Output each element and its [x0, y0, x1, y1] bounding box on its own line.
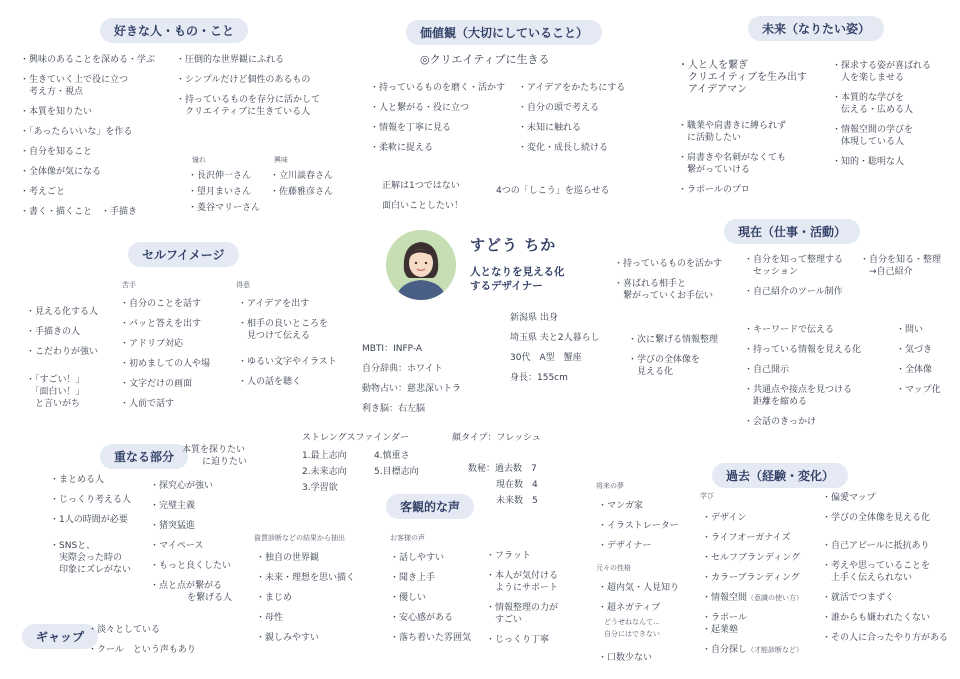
list-item: ・まとめる人: [50, 475, 105, 485]
list-item: クリエイティブに生きている人: [176, 107, 311, 117]
numerology-past: 数秘：過去数 7: [468, 464, 537, 474]
nature-note-2: 自分にはできない: [604, 630, 660, 638]
list-item: ・独自の世界観: [256, 553, 320, 563]
list-item: ・マップ化: [896, 385, 941, 395]
profile-types: [362, 343, 461, 415]
list-item: 30代 A型 蟹座: [510, 353, 582, 363]
list-item: ・自分を知って整理する: [744, 255, 844, 265]
list-item: 1.最上志向: [302, 451, 347, 461]
role-line: 人となりを見える化: [470, 266, 565, 278]
list-item: ・キーワードで伝える: [744, 325, 835, 335]
list-item: ・完璧主義: [150, 501, 196, 511]
list-item: ・考えや思っていることを: [822, 561, 931, 571]
list-item: 正解は1つではない: [382, 181, 460, 191]
list-item: ・学びの全体像を見える化: [822, 513, 931, 523]
section-title-values: 価値観（大切にしていること）: [406, 20, 602, 45]
numerology-present: 現在数 4: [496, 480, 538, 490]
list-item: ・アドリブ対応: [120, 339, 184, 349]
list-item: ・その人に合ったやり方がある: [822, 633, 949, 643]
interest-list: [270, 170, 333, 198]
list-item: ・まじめ: [256, 593, 293, 603]
list-item: ・ゆるい文字やイラスト: [238, 357, 337, 367]
weak-label: 苦手: [122, 281, 136, 289]
list-item: ・マイペース: [150, 541, 204, 551]
list-item: 利き脳：右左脳: [362, 404, 426, 414]
list-item: ・親しみやすい: [256, 633, 320, 643]
strengths-left: [302, 450, 347, 494]
list-item: 埼玉県 夫と2人暮らし: [510, 333, 600, 343]
list-item: 上手く伝えられない: [822, 573, 913, 583]
section-title-current: 現在（仕事・活動）: [724, 219, 860, 244]
list-item: 見える化: [628, 367, 674, 377]
list-item: ・母性: [256, 613, 284, 623]
list-item: ・超ネガティブ: [598, 603, 661, 613]
section-title-overlap: 重なる部分: [100, 444, 188, 469]
list-item: ・偏愛マップ: [822, 493, 876, 503]
list-item: ・佐藤雅彦さん: [270, 187, 334, 197]
section-title-likes: 好きな人・もの・こと: [100, 18, 248, 43]
portrait-illustration-icon: [386, 230, 456, 300]
list-item: ・もっと良くしたい: [150, 561, 232, 571]
list-item: ・望月まいさん: [188, 187, 252, 197]
overlap-left: [50, 474, 131, 576]
section-title-self-image: セルフイメージ: [128, 242, 239, 267]
strengths-title: ストレングスファインダー: [302, 433, 409, 443]
list-item: ・アイデアを出す: [238, 299, 310, 309]
values-right-list: [518, 82, 625, 154]
list-item: ・本人が気付ける: [486, 571, 559, 581]
list-item: ・自己開示: [744, 365, 790, 375]
list-item: ・見える化する人: [26, 307, 99, 317]
list-item: ・じっくり丁寧: [486, 635, 550, 645]
values-headline: ◎クリエイティブに生きる: [420, 53, 550, 66]
list-item: ・聞き上手: [390, 573, 436, 583]
list-item: ・肩書きや名刺がなくても: [678, 153, 787, 163]
list-item: 印象にズレがない: [50, 565, 132, 575]
list-item: ・こだわりが強い: [26, 347, 99, 357]
list-item: ・マンガ家: [598, 501, 644, 511]
list-item: ・就活でつまずく: [822, 593, 895, 603]
list-item: ・ライフオーガナイズ: [702, 533, 791, 543]
list-item: ・圧倒的な世界観にふれる: [176, 55, 285, 65]
list-item: ・長沢伸一さん: [188, 171, 252, 181]
learn-note: （才能診断など）: [747, 646, 804, 654]
list-item: 見つけて伝える: [238, 331, 311, 341]
list-item: ・シンプルだけど個性のあるもの: [176, 75, 311, 85]
list-item: ・点と点が繋がる: [150, 581, 223, 591]
list-item: ・人と繋がる・役に立つ: [370, 103, 470, 113]
list-item: 人を楽しませる: [832, 73, 905, 83]
list-item: ・優しい: [390, 593, 427, 603]
gap-list: [88, 624, 196, 656]
values-quote-2: 4つの「しこう」を巡らせる: [496, 186, 610, 196]
list-item: 動物占い：慈悲深いトラ: [362, 384, 462, 394]
list-item: ・パッと答えを出す: [120, 319, 202, 329]
list-item: ・知的・聡明な人: [832, 157, 905, 167]
list-item: ・考えごと: [20, 187, 66, 197]
self-image-weak: [120, 298, 210, 410]
list-item: 面白いことしたい！: [382, 201, 464, 211]
list-item: 新潟県 出身: [510, 313, 558, 323]
list-item: ・問い: [896, 325, 924, 335]
list-item: ・持っているものを磨く・活かす: [370, 83, 506, 93]
customer-label: お客様の声: [390, 534, 425, 542]
list-item: 3.学習欲: [302, 483, 338, 493]
role-line: するデザイナー: [470, 280, 543, 292]
list-item: ・菱谷マリーさん: [188, 203, 261, 213]
list-item: ・会話のきっかけ: [744, 417, 817, 427]
list-item: ・情報空間の学びを: [832, 125, 914, 135]
list-item: ・話しやすい: [390, 553, 445, 563]
list-item: ・興味のあることを深める・学ぶ: [20, 55, 156, 65]
list-item: と言いがち: [26, 399, 81, 409]
past-learn: [702, 512, 803, 656]
current-list: [744, 324, 861, 428]
admire-label: 憧れ: [192, 156, 206, 164]
profile-role: [470, 265, 565, 293]
list-item: ・カラーブランディング: [702, 573, 800, 583]
avatar: [386, 230, 456, 300]
list-item: ・自分探し: [702, 645, 748, 655]
list-item: 体現している人: [832, 137, 905, 147]
current-mid: [628, 334, 718, 378]
list-item: ・1人の時間が必要: [50, 515, 128, 525]
dream-label: 将来の夢: [596, 482, 624, 490]
list-item: ・淡々としている: [88, 625, 161, 635]
list-item: ようにサポート: [486, 583, 559, 593]
values-left-list: [370, 82, 505, 154]
list-item: クリエイティブを生み出す: [678, 72, 807, 83]
list-item: ・猪突猛進: [150, 521, 196, 531]
current-tags: [896, 324, 941, 396]
list-item: ・起業塾: [702, 625, 739, 635]
profile-details: [510, 312, 600, 384]
past-right: [822, 492, 948, 644]
list-item: ・セルフブランディング: [702, 553, 801, 563]
past-nature-2: ・口数少ない: [598, 653, 653, 663]
list-item: 身長：155cm: [510, 373, 568, 383]
list-item: ・職業や肩書きに縛られず: [678, 121, 787, 131]
list-item: ・人の話を聴く: [238, 377, 302, 387]
list-item: ・柔軟に捉える: [370, 143, 434, 153]
current-col-2: [744, 254, 843, 298]
profile-name: すどう ちか: [470, 236, 557, 254]
list-item: ・全体像が気になる: [20, 167, 102, 177]
list-item: 実際会った時の: [50, 553, 123, 563]
learn-label: 学び: [700, 492, 714, 500]
list-item: 5.目標志向: [374, 467, 419, 477]
self-image-strong: [238, 298, 337, 388]
list-item: に迫りたい: [202, 457, 248, 467]
overlap-right: [150, 480, 232, 604]
list-item: MBTI：INFP-A: [362, 344, 423, 354]
list-item: ・情報空間: [702, 593, 748, 603]
list-item: ・書く・描くこと ・手描き: [20, 207, 138, 217]
objective-diag: [256, 552, 355, 644]
list-item: ・ラポール: [702, 613, 747, 623]
interest-label: 興味: [274, 156, 288, 164]
strengths-right: [374, 450, 419, 478]
admire-list: [188, 170, 260, 214]
list-item: 本質を探りたい: [182, 445, 246, 455]
objective-customer: [390, 552, 471, 644]
list-item: ・未来・理想を思い描く: [256, 573, 356, 583]
list-item: ・誰からも嫌われたくない: [822, 613, 931, 623]
past-dream: [598, 500, 679, 552]
list-item: ・文字だけの画面: [120, 379, 193, 389]
list-item: ・持っているものを活かす: [614, 259, 723, 269]
list-item: ・初めましての人や場: [120, 359, 211, 369]
list-item: 繋がっていくお手伝い: [614, 291, 714, 301]
list-item: ・情報を丁寧に見る: [370, 123, 452, 133]
likes-left-list: [20, 54, 155, 218]
list-item: ・人前で話す: [120, 399, 175, 409]
learn-note: （意識の使い方）: [747, 594, 804, 602]
list-item: ・学びの全体像を: [628, 355, 701, 365]
list-item: ・本質を知りたい: [20, 107, 93, 117]
list-item: ・自分の頭で考える: [518, 103, 600, 113]
list-item: ・デザイナー: [598, 541, 652, 551]
likes-right-list: [176, 54, 320, 118]
list-item: アイデアマン: [678, 84, 748, 95]
list-item: ・探究心が強い: [150, 481, 214, 491]
list-item: 考え方・視点: [20, 87, 84, 97]
list-item: ・次に繋げる情報整理: [628, 335, 719, 345]
future-left-list-2: [678, 120, 786, 196]
list-item: を繋げる人: [178, 593, 233, 603]
future-left-list: [678, 60, 807, 96]
section-title-gap: ギャップ: [22, 624, 98, 649]
list-item: ・クール という声もあり: [88, 645, 196, 655]
list-item: ・自己アピールに抵抗あり: [822, 541, 930, 551]
face-type: 顔タイプ：フレッシュ: [452, 433, 541, 443]
list-item: に活動したい: [678, 133, 742, 143]
list-item: ・ラポールのプロ: [678, 185, 750, 195]
list-item: ・未知に触れる: [518, 123, 582, 133]
list-item: ・立川談春さん: [270, 171, 334, 181]
list-item: ・アイデアをかたちにする: [518, 83, 626, 93]
list-item: 「面白い！」: [26, 387, 85, 397]
list-item: ・自分を知る・整理: [860, 255, 942, 265]
list-item: ・持っている情報を見える化: [744, 345, 862, 355]
list-item: ・相手の良いところを: [238, 319, 329, 329]
list-item: 自分辞典：ホワイト: [362, 364, 443, 374]
list-item: ・自分を知ること: [20, 147, 93, 157]
current-col-1: [614, 258, 722, 302]
list-item: ・情報整理の力が: [486, 603, 559, 613]
list-item: ・「すごい！」: [26, 375, 85, 385]
strong-label: 得意: [236, 281, 250, 289]
list-item: ・人と人を繋ぎ: [678, 60, 748, 71]
self-image-left: [26, 306, 98, 410]
current-col-3: [860, 254, 941, 278]
list-item: ・生きていく上で役に立つ: [20, 75, 129, 85]
overlap-note: [182, 444, 247, 468]
list-item: ・フラット: [486, 551, 531, 561]
values-quote: [382, 180, 463, 212]
list-item: ・気づき: [896, 345, 933, 355]
list-item: ・全体像: [896, 365, 933, 375]
list-item: ・SNSと、: [50, 541, 96, 551]
list-item: ・喜ばれる相手と: [614, 279, 687, 289]
list-item: ・変化・成長し続ける: [518, 143, 609, 153]
list-item: ・自分のことを話す: [120, 299, 202, 309]
list-item: ・手描きの人: [26, 327, 81, 337]
list-item: ・デザイン: [702, 513, 747, 523]
future-right-list: [832, 60, 931, 168]
list-item: ・落ち着いた雰囲気: [390, 633, 472, 643]
list-item: 2.未来志向: [302, 467, 347, 477]
section-title-past: 過去（経験・変化）: [712, 463, 848, 488]
list-item: 距離を縮める: [744, 397, 808, 407]
nature-note-1: どうせねなんて…: [604, 618, 660, 626]
list-item: ・「あったらいいな」を作る: [20, 127, 133, 137]
list-item: すごい: [486, 615, 523, 625]
list-item: ・じっくり考える人: [50, 495, 132, 505]
list-item: ・共通点や接点を見つける: [744, 385, 853, 395]
diag-label: 資質診断などの結果から抽出: [254, 534, 345, 542]
list-item: ・自己紹介のツール制作: [744, 287, 843, 297]
list-item: ・持っているものを存分に活かして: [176, 95, 321, 105]
list-item: セッション: [744, 267, 798, 277]
list-item: ・探求する姿が喜ばれる: [832, 61, 932, 71]
list-item: 4.慎重さ: [374, 451, 410, 461]
list-item: 伝える・広める人: [832, 105, 914, 115]
list-item: 繋がっていける: [678, 165, 751, 175]
section-title-objective: 客観的な声: [386, 494, 474, 519]
section-title-future: 未来（なりたい姿）: [748, 16, 884, 41]
objective-customer-2: [486, 550, 558, 646]
list-item: →自己紹介: [860, 267, 913, 277]
numerology-future: 未来数 5: [496, 496, 538, 506]
list-item: ・本質的な学びを: [832, 93, 905, 103]
nature-label: 元々の性格: [596, 564, 631, 572]
past-nature: [598, 582, 679, 614]
list-item: ・安心感がある: [390, 613, 454, 623]
list-item: ・超内気・人見知り: [598, 583, 680, 593]
list-item: ・イラストレーター: [598, 521, 679, 531]
